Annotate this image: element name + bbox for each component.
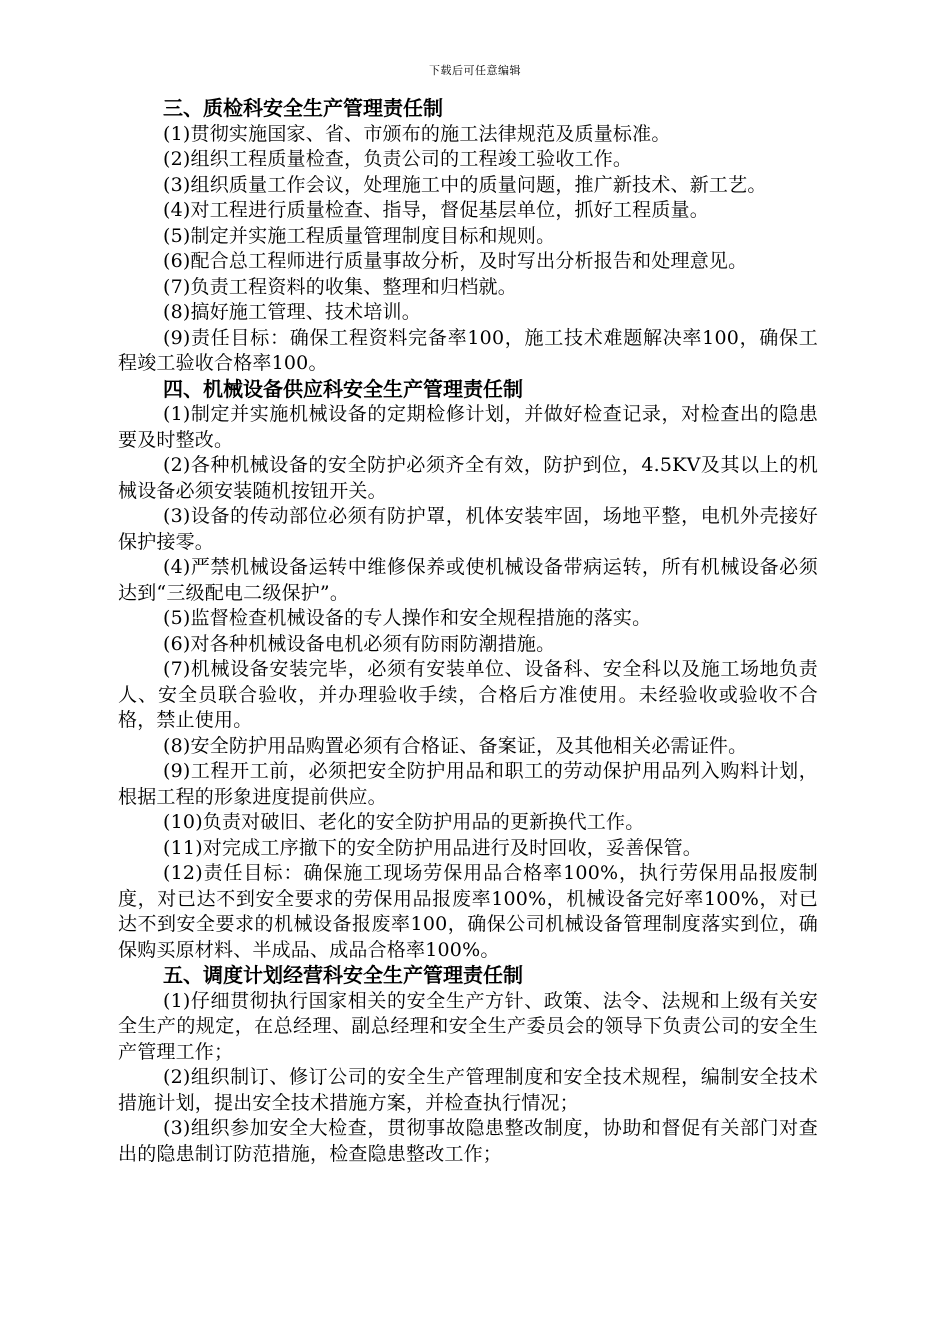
list-item: (6)对各种机械设备电机必须有防雨防潮措施。 <box>163 632 556 655</box>
list-item: (7)机械设备安装完毕，必须有安装单位、设备科、安全科以及施工场地负责人、安全员联合验收，并办理验收手续，合格后方准使用。未经验收或验收不合格，禁止使用。 <box>118 658 818 731</box>
page-header: 下载后可任意编辑 <box>429 64 521 77</box>
list-item: (9)工程开工前，必须把安全防护用品和职工的劳动保护用品列入购料计划，根据工程的形象进度提前供应。 <box>118 760 818 808</box>
list-item: (1)仔细贯彻执行国家相关的安全生产方针、政策、法令、法规和上级有关安全生产的规定，在总经理、副总经理和安全生产委员会的领导下负责公司的安全生产管理工作； <box>118 989 818 1063</box>
section-quality-inspection <box>118 96 818 377</box>
section-heading: 三、质检科安全生产管理责任制 <box>163 96 443 120</box>
list-item: (3)组织参加安全大检查，贯彻事故隐患整改制度，协助和督促有关部门对查出的隐患制订防范措施，检查隐患整改工作； <box>118 1117 818 1165</box>
section-heading: 四、机械设备供应科安全生产管理责任制 <box>163 376 523 401</box>
list-item: (5)监督检查机械设备的专人操作和安全规程措施的落实。 <box>163 607 652 629</box>
list-item: (2)组织制订、修订公司的安全生产管理制度和安全技术规程，编制安全技术措施计划，提出安全技术措施方案，并检查执行情况； <box>118 1066 818 1114</box>
list-item: (1)贯彻实施国家、省、市颁布的施工法律规范及质量标准。 <box>163 122 671 145</box>
section-dispatch-planning <box>118 963 818 1167</box>
list-item: (4)严禁机械设备运转中维修保养或使机械设备带病运转，所有机械设备必须达到“三级配电二级保护”。 <box>118 556 818 604</box>
list-item: (4)对工程进行质量检查、指导，督促基层单位，抓好工程质量。 <box>163 199 709 221</box>
list-item: (2)各种机械设备的安全防护必须齐全有效，防护到位，4.5KV及其以上的机械设备必须安装随机按钮开关。 <box>118 454 818 502</box>
list-item: (8)搞好施工管理、技术培训。 <box>163 301 421 323</box>
list-item: (11)对完成工序撤下的安全防护用品进行及时回收，妥善保管。 <box>163 836 703 859</box>
list-item: (3)设备的传动部位必须有防护罩，机体安装牢固，场地平整，电机外壳接好保护接零。 <box>118 505 818 553</box>
list-item: (9)责任目标：确保工程资料完备率100，施工技术难题解决率100，确保工程竣工验收合格率100。 <box>118 326 818 374</box>
list-item: (7)负责工程资料的收集、整理和归档就。 <box>163 275 517 298</box>
section-heading: 五、调度计划经营科安全生产管理责任制 <box>163 963 523 987</box>
list-item: (12)责任目标：确保施工现场劳保用品合格率100%，执行劳保用品报废制度，对已达不到安全要求的劳保用品报废率100%，机械设备完好率100%，对已达不到安全要求的机械设备报废率100，确保公司机械设备管理制度落实到位，确保购买原材料、半成品、成品合格率100%。 <box>118 862 818 961</box>
list-item: (10)负责对破旧、老化的安全防护用品的更新换代工作。 <box>163 811 645 833</box>
list-item: (3)组织质量工作会议，处理施工中的质量问题，推广新技术、新工艺。 <box>163 173 767 196</box>
list-item: (8)安全防护用品购置必须有合格证、备案证，及其他相关必需证件。 <box>163 734 748 757</box>
document-body <box>118 96 818 1167</box>
section-equipment-supply <box>118 377 818 964</box>
list-item: (6)配合总工程师进行质量事故分析，及时写出分析报告和处理意见。 <box>163 250 748 272</box>
list-item: (1)制定并实施机械设备的定期检修计划，并做好检查记录，对检查出的隐患要及时整改。 <box>118 403 818 451</box>
list-item: (5)制定并实施工程质量管理制度目标和规则。 <box>163 224 556 247</box>
list-item: (2)组织工程质量检查，负责公司的工程竣工验收工作。 <box>163 148 633 170</box>
